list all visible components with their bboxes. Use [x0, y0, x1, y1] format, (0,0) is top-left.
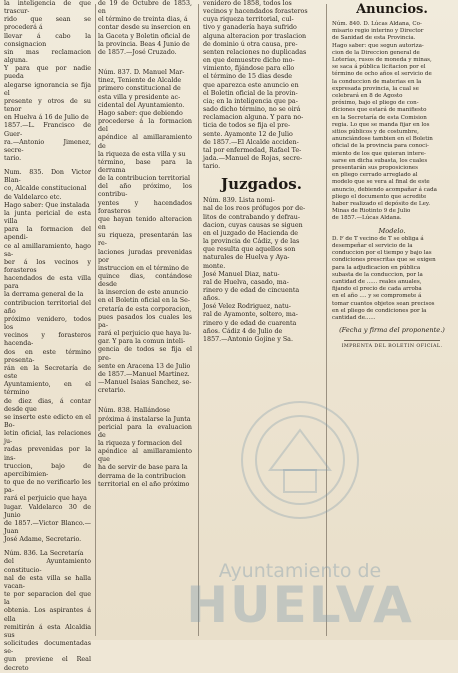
text-line: del año próximo, los contribu-	[98, 183, 192, 199]
juzgados-heading: Juzgados.	[221, 175, 302, 194]
text-line: truccion, bajo de apercibimien-	[4, 462, 91, 478]
text-line: ral de Ayamonte, soltero, ma-	[203, 311, 298, 319]
text-line: jada.—Manuel de Rojas, secre-	[203, 154, 303, 162]
text-line: yentes y hacendados forasteros	[98, 199, 192, 215]
text-line: anunciándose tambien en el Boletin	[332, 136, 433, 143]
text-line: rinero y de edad de cincuenta	[203, 287, 300, 294]
text-line: presente y otros de su tenor	[4, 97, 91, 114]
text-line: diciones que estará de manifiesto	[332, 107, 427, 114]
text-line: próximo venidero, todos los	[4, 315, 91, 332]
text-line: laciones juradas prevenidas por	[98, 248, 192, 264]
text-line: miento de los que quieran intere-	[332, 150, 426, 157]
column-4	[332, 0, 452, 350]
text-line: apéndice al amillaramiento que	[98, 448, 192, 464]
text-line: Núm. 836. La Secretaría	[4, 550, 84, 558]
text-line: vecinos y forasteros hacenda-	[4, 332, 91, 348]
text-line: sente en Aracena 13 de Julio	[98, 362, 191, 370]
text-line: ral de Huelva, casado, ma-	[203, 278, 289, 286]
text-line: cantidad de......	[332, 314, 376, 321]
text-line: José Manuel Diaz, natu-	[203, 270, 280, 278]
text-line: lugar. Valdelarco 30 de Junio	[4, 503, 91, 519]
text-line: alegarse ignorancia se fija el	[4, 81, 91, 97]
text-line: su riqueza, presentarán las re-	[98, 232, 192, 248]
text-line: de 19 de Octubre de 1853, en	[98, 0, 192, 16]
text-line: co, Alcalde constitucional	[4, 185, 87, 193]
text-line: sarse en dicha subasta, los cuales	[332, 157, 428, 164]
text-line: años. Cádiz 4 de Julio de	[203, 327, 283, 335]
text-line: el término de treinta dias, á	[98, 16, 188, 24]
text-line: territorial en el año próximo	[98, 480, 190, 488]
text-line: cia; en la inteligencia que pa-	[203, 97, 298, 105]
text-line: haber realizado el depósito de Ley.	[332, 201, 431, 208]
text-line: rido que sean se procederá á	[4, 16, 91, 32]
text-line: llevar á cabo la consignacion	[4, 32, 91, 48]
text-line: Y para que por nadie pueda	[4, 65, 91, 81]
text-line: tario.	[4, 154, 22, 162]
signature-note: (Fecha y firma del proponente.)	[339, 326, 445, 335]
text-line: hacendados de esta villa para	[4, 275, 91, 291]
text-line: conduccion por el tiempo y bajo las	[332, 250, 432, 257]
text-line: se saca á pública licitacion por el	[332, 64, 426, 71]
text-line: de la contribucion territorial	[98, 175, 191, 183]
text-line: te por separacion del que la	[4, 591, 91, 607]
text-line: se inserte este edicto en el Bo-	[4, 413, 91, 429]
column-divider	[95, 4, 96, 636]
text-line: sado dicho término, no se oirá	[203, 106, 301, 114]
text-line: remitirán á esta Alcaldia sus	[4, 623, 91, 639]
text-line: de dominio ú otra causa, pre-	[203, 40, 298, 48]
text-line: D. F de T vecino de T se obliga á	[332, 235, 424, 242]
text-line: litos de contrabando y defrau-	[203, 213, 300, 221]
text-line: oficial de la provincia para conoci-	[332, 143, 429, 150]
text-line: Núm. 837. D. Manuel Mar-	[98, 69, 185, 77]
text-line: sin mas reclamacion alguna.	[4, 48, 91, 65]
text-line: que aparezca este anuncio en	[203, 81, 299, 89]
column-divider	[198, 4, 199, 636]
text-line: solicitudes documentadas se-	[4, 640, 91, 656]
text-line: anuncio, debiendo acompañar á cada	[332, 186, 437, 193]
text-line: término de ocho años el servicio de	[332, 71, 432, 78]
column-3-text-bottom	[203, 197, 320, 344]
text-line: celebrará en 8 de Agosto	[332, 93, 403, 100]
text-line: ha de servir de base para la	[98, 464, 188, 472]
text-line: reclamacion alguna. Y para no-	[203, 114, 304, 122]
text-line: nal de esta villa se halla vacan-	[4, 574, 91, 590]
text-line: José Adame, Secretario.	[4, 536, 82, 544]
text-line: procederse á la formacion del	[98, 118, 192, 134]
text-line: letin oficial, las relaciones ju-	[4, 430, 91, 446]
modelo-heading: Modelo.	[378, 226, 406, 235]
column-divider	[326, 4, 327, 636]
column-2	[98, 0, 192, 489]
column-4-text-top	[332, 21, 452, 223]
text-line: la derrama general de la	[4, 291, 84, 299]
text-line: que hayan tenido alteracion en	[98, 215, 192, 232]
text-line: gencia de todos se fija el pre-	[98, 346, 192, 362]
text-line: Loterías, rusos de moneda y minas,	[332, 57, 432, 64]
text-line: Núm. 838. Hallándose	[98, 407, 170, 415]
text-line: tomar cuantos objetos sean precisos	[332, 300, 435, 307]
text-line: dos en este término presenta-	[4, 348, 91, 364]
text-line: tivo y ganadería haya sufrido	[203, 24, 297, 32]
text-line: en que demuestre dicho mo-	[203, 57, 295, 65]
text-line: primero constitucional de	[98, 85, 181, 93]
text-line: ticia de todos se fija el pre-	[203, 122, 291, 130]
text-line: presentarán sus proposiciones	[332, 165, 419, 172]
text-line: obtenia. Los aspirantes á ella	[4, 607, 91, 623]
text-line: de diez dias, á contar desde que	[4, 397, 91, 413]
text-line: misario regio interino y Director	[332, 28, 424, 35]
text-line: —Manuel Isaias Sanchez, se-	[98, 379, 192, 387]
text-line: rán en la Secretaría de este	[4, 364, 91, 381]
text-line: contribucion territorial del año	[4, 299, 91, 315]
text-line: sitios públicos y de costumbre,	[332, 129, 419, 136]
text-line: alguna alteracion por traslacion	[203, 32, 307, 40]
text-line: tal por enfermedad, Rafael Te-	[203, 146, 302, 154]
text-line: de 1857.—El Alcalde acciden-	[203, 138, 299, 146]
text-line: en el juzgado de Hacienda de	[203, 229, 299, 237]
text-line: de 1857.—José Cruzado.	[98, 48, 177, 56]
text-line: Núm. 839. Lista nomi-	[203, 197, 275, 205]
text-line: cuya riqueza territorial, cul-	[203, 16, 294, 24]
text-line: la provincia de Cádiz, y de las	[203, 238, 300, 246]
text-line: to que de no verificarlo les pa-	[4, 479, 91, 495]
text-line: para la adjudicacion en pública	[332, 264, 421, 271]
text-line: fijando el precio de cada arroba	[332, 286, 422, 293]
text-line: dacion, cuyas causas se siguen	[203, 221, 303, 229]
text-line: rará el perjuicio que haya lu-	[98, 330, 192, 338]
text-line: ber á los vecinos y forasteros	[4, 258, 91, 274]
text-line: esta villa y presidente ac-	[98, 93, 181, 101]
text-line: 1857.—L. Francisco de Guer-	[4, 122, 91, 138]
text-line: próxima á instalarse la Junta	[98, 415, 191, 423]
text-line: pliego el documento que acredite	[332, 193, 427, 200]
text-line: radas prevenidas por la ins-	[4, 446, 91, 462]
text-line: tinez, Teniente de Alcalde	[98, 77, 182, 85]
text-line: Núm. 840. D. Lúcas Aldana, Co-	[332, 21, 422, 27]
text-line: la Gaceta y Boletin oficial de	[98, 32, 191, 40]
text-line: contar desde su insercion en	[98, 24, 191, 32]
text-line: cidental del Ayuntamiento.	[98, 101, 185, 109]
text-line: en el pliego de condiciones por la	[332, 307, 427, 314]
text-line: cretario.	[98, 387, 126, 395]
text-line: que resulta que aquellos son	[203, 246, 296, 254]
text-line: venidero de 1858, todos los	[203, 0, 292, 7]
column-3	[203, 0, 320, 344]
text-line: regia. Lo que se manda fijar en los	[332, 121, 430, 128]
text-line: subasta de la conduccion, por la	[332, 271, 423, 278]
text-line: gar. Y para la comun inteli-	[98, 338, 186, 346]
text-line: en pliego cerrado arreglado al	[332, 172, 418, 179]
text-line: de 1857.—Lúcas Aldana.	[332, 215, 402, 222]
text-line: gun previene el Real decreto	[4, 656, 91, 672]
text-line: Hago saber: que segun autoriza-	[332, 42, 424, 49]
text-line: rará el perjuicio que haya	[4, 495, 87, 503]
text-line: la junta pericial de esta villa	[4, 209, 91, 226]
imprenta-line: IMPRENTA DEL BOLETIN OFICIAL.	[341, 344, 443, 350]
text-line: condiciones prescritas que se exigen	[332, 257, 436, 264]
text-line: en el año .... y se compromete á	[332, 293, 422, 300]
column-1-text	[4, 0, 91, 673]
text-line: de Sanidad de esta Provincia.	[332, 35, 416, 42]
text-line: años.	[203, 295, 220, 303]
text-line: instruccion en el término de	[98, 264, 189, 272]
text-line: la provincia. Beas 4 Junio de	[98, 40, 190, 48]
text-line: Num. 835. Don Victor Blan-	[4, 169, 91, 185]
text-line: la riqueza de esta villa y su	[98, 150, 186, 158]
text-line: senten relaciones no duplicadas	[203, 48, 307, 56]
text-line: para la formacion del apendi-	[4, 226, 91, 242]
text-line: Hago saber: Que instalada	[4, 201, 90, 209]
text-line: ra.—Antonio Jimenez, secre-	[4, 138, 91, 154]
text-line: cretaría de esta corporacion,	[98, 305, 192, 313]
column-4-text-bottom	[332, 236, 452, 322]
text-line: José Velez Rodriguez, natu-	[203, 303, 291, 311]
text-line: la inteligencia de que trascur-	[4, 0, 91, 16]
text-line: en el Boletin oficial en la Se-	[98, 297, 190, 305]
text-line: sente. Ayamonte 12 de Julio	[203, 130, 293, 138]
text-line: de 1857.—Victor Blanco.—Juan	[4, 519, 91, 535]
watermark-line-1: Ayuntamiento de	[218, 560, 382, 582]
text-line: término, base para la derrama	[98, 158, 192, 174]
text-line: cion de la Direccion general de	[332, 49, 420, 56]
text-line: pues pasados los cuales les pa-	[98, 313, 192, 329]
text-line: vecinos y hacendados forasteros	[203, 8, 308, 16]
text-line: nal de los reos prófugos por de-	[203, 205, 306, 213]
text-line: el Boletin oficial de la provin-	[203, 89, 298, 97]
text-line: quince dias, contándose desde	[98, 273, 192, 289]
text-line: Minas de Riotinto 9 de Julio	[332, 208, 411, 215]
imprenta-rule	[344, 340, 440, 341]
text-line: cantidad de ...... reales anuales,	[332, 278, 422, 285]
text-line: naturales de Huelva y Aya-	[203, 254, 290, 262]
anuncios-heading: Anuncios.	[356, 2, 428, 17]
text-line: expresada provincia, la cual se	[332, 85, 419, 92]
text-line: de Valdelarco etc.	[4, 193, 62, 201]
text-line: la riqueza y formacion del	[98, 439, 182, 447]
text-line: próximo, bajo el pliego de con-	[332, 100, 419, 107]
text-line: derrama de la contribucion	[98, 472, 186, 480]
text-line: vimiento, fijándose para ello	[203, 65, 295, 73]
text-line: modelo que se vera al final de este	[332, 179, 430, 186]
column-3-text-top	[203, 0, 320, 171]
text-line: desempeñar el servicio de la	[332, 242, 413, 249]
text-line: en Huelva á 16 de Julio de	[4, 114, 89, 122]
text-line: de 1857.—Manuel Martinez.	[98, 370, 190, 378]
text-line: monte.	[203, 262, 226, 270]
text-line: Ayuntamiento, en el término	[4, 381, 91, 397]
text-line: tario.	[203, 163, 221, 171]
text-line: ce al amillaramiento, hago sa-	[4, 242, 91, 258]
text-line: rinero y de edad de cuarenta	[203, 319, 297, 327]
text-line: 1857.—Antonio Gojine y Sa.	[203, 335, 293, 343]
text-line: la insercion de este anuncio	[98, 289, 189, 297]
column-2-text	[98, 0, 192, 489]
text-line: pericial para la evaluacion de	[98, 423, 192, 439]
text-line: apéndice al amillaramiento de	[98, 134, 192, 150]
text-line: el término de 15 dias desde	[203, 73, 293, 81]
text-line: Hago saber: que debiendo	[98, 109, 183, 117]
column-1	[4, 0, 91, 673]
text-line: del Ayuntamiento constitucio-	[4, 558, 91, 574]
text-line: en la Secretaría de esta Comision	[332, 114, 427, 121]
watermark-line-2: HUELVA	[186, 576, 414, 634]
text-line: la conduccion de materias en la	[332, 78, 422, 85]
